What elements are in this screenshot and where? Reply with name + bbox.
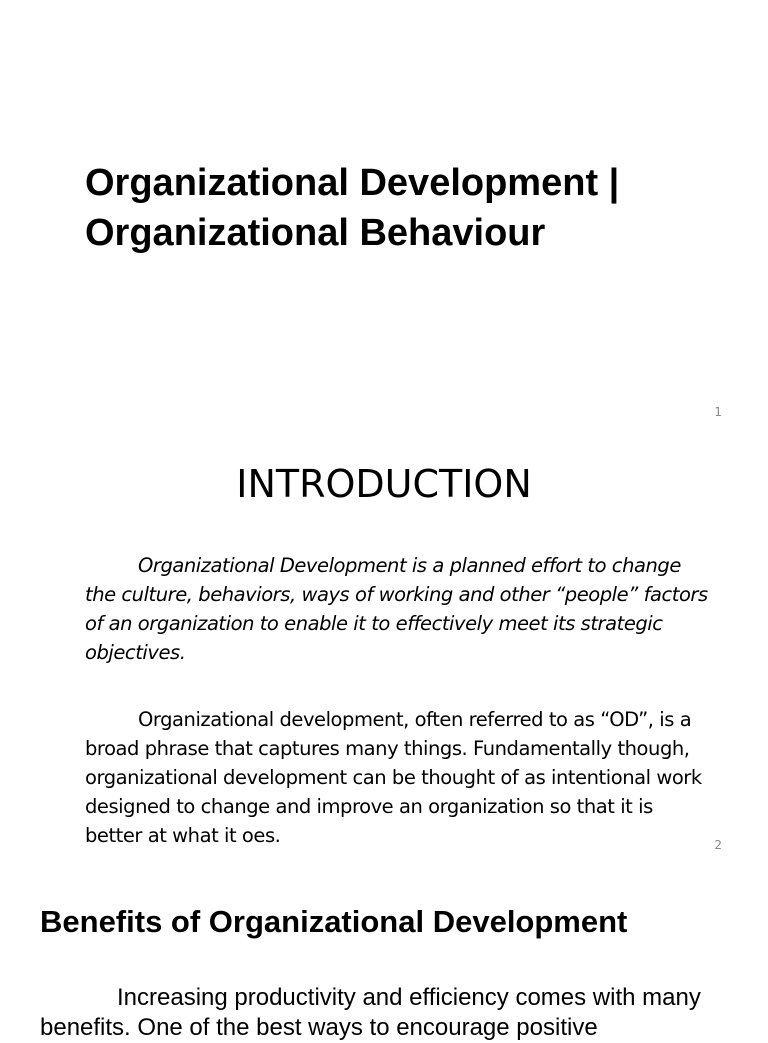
benefits-heading: Benefits of Organizational Development [40,904,628,939]
od-description-paragraph: Organizational development, often referred to as “OD”, is a broad phrase that captures many things. Fundamentally though, organizational development can be thought of as intentional work designed to change and improve an organization so that it is better at what it oes. [85,708,702,847]
page-number-2: 2 [714,838,722,852]
page-number-1: 1 [714,405,722,419]
od-definition-paragraph: Organizational Development is a planned effort to change the culture, behaviors, ways of working and other “people” factors of an organization to enable it to effectively meet its strategic objectives. [85,554,708,664]
title-line-1: Organizational Development | [85,162,620,204]
document-title [85,158,725,258]
title-line-2: Organizational Behaviour [85,212,546,254]
benefits-paragraph: Increasing productivity and efficiency comes with many benefits. One of the best ways to encourage positive [40,984,701,1041]
introduction-heading: INTRODUCTION [236,462,532,506]
